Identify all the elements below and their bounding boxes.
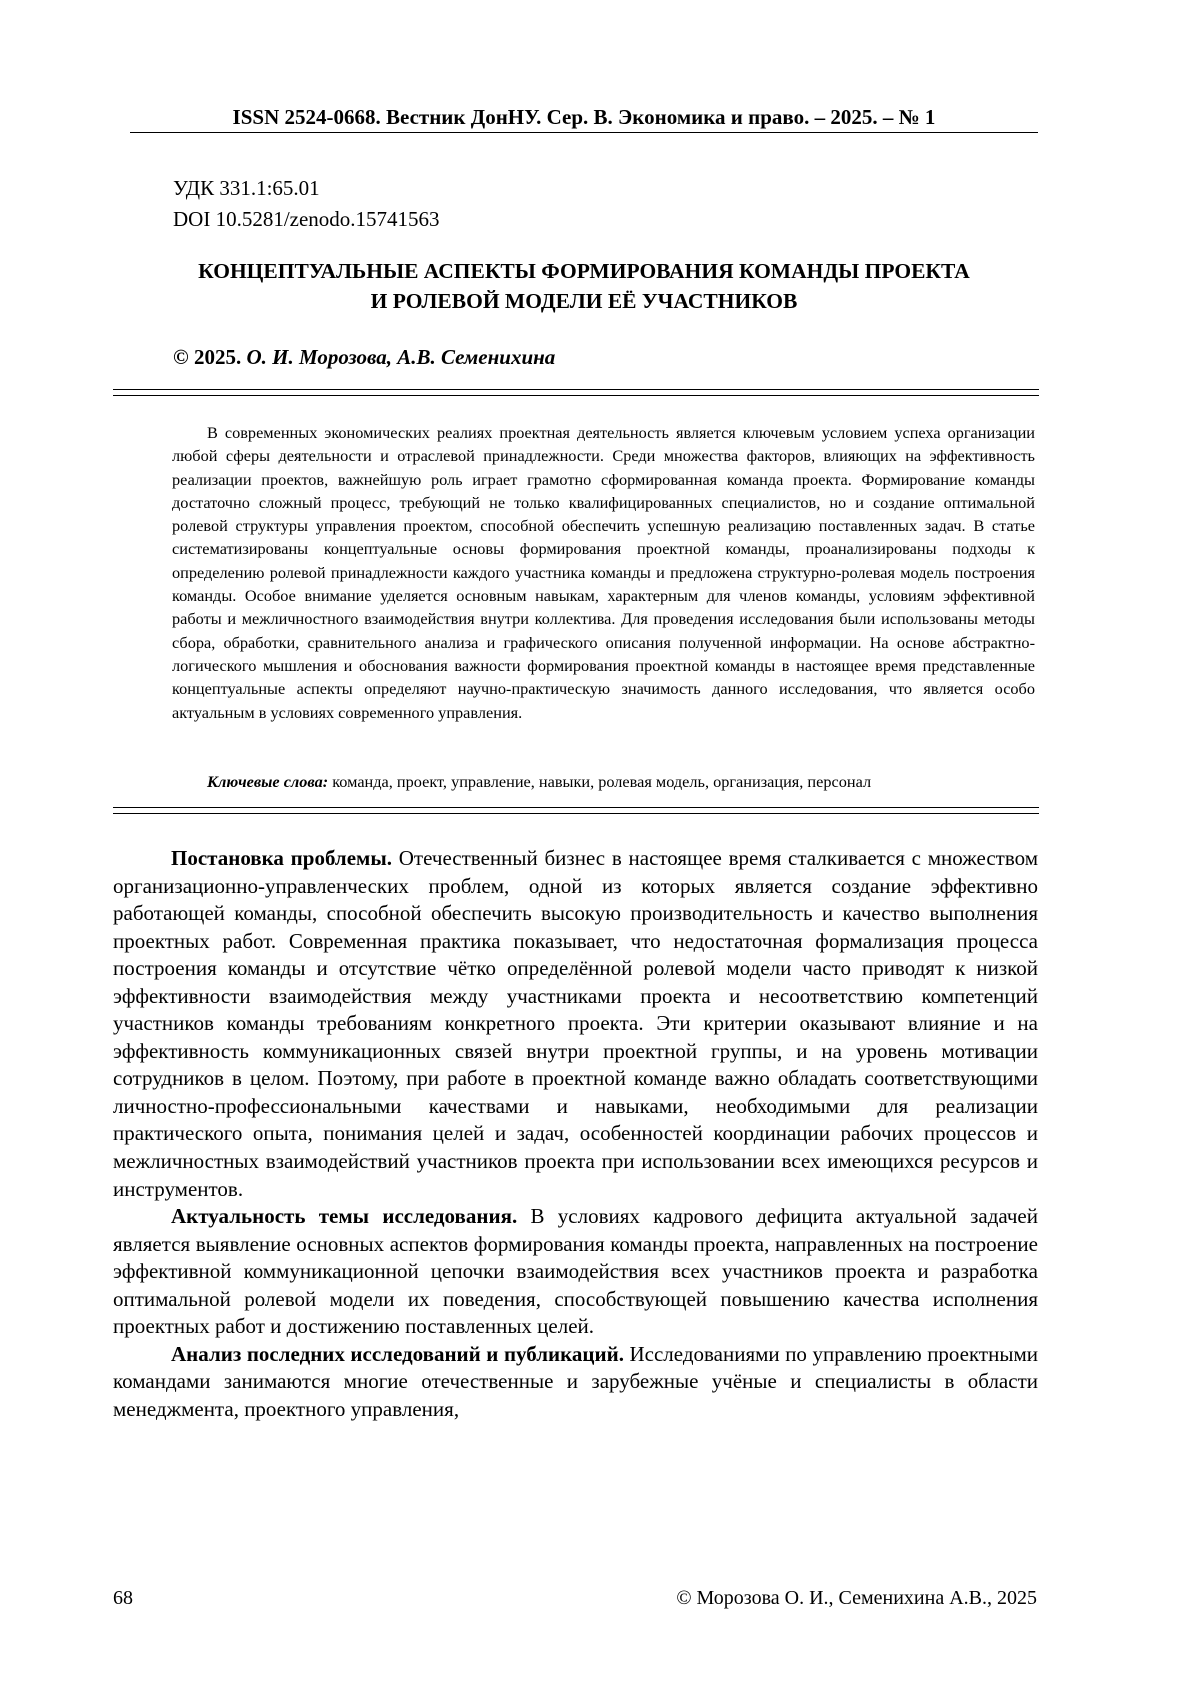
author-names: О. И. Морозова, А.В. Семенихина bbox=[246, 345, 556, 369]
doi-code: DOI 10.5281/zenodo.15741563 bbox=[173, 207, 440, 231]
abstract-bottom-divider bbox=[113, 807, 1039, 814]
copyright-year: © 2025. bbox=[173, 345, 242, 369]
paragraph-heading: Актуальность темы исследования. bbox=[171, 1204, 518, 1229]
header-divider bbox=[130, 132, 1038, 133]
article-identifiers bbox=[173, 173, 440, 235]
keywords-list: команда, проект, управление, навыки, ролевая модель, организация, персонал bbox=[328, 772, 872, 791]
page-number: 68 bbox=[113, 1587, 133, 1609]
paragraph-heading: Постановка проблемы. bbox=[171, 846, 392, 870]
footer-copyright: © Морозова О. И., Семенихина А.В., 2025 bbox=[676, 1587, 1037, 1609]
paragraph-text: Исследованиями по управлению проектными командами занимаются многие отечественные и зарубежные учёные и специалисты в области менеджмента, проектного управления, bbox=[113, 1341, 1038, 1421]
article-title bbox=[125, 256, 1043, 316]
article-title-line-2: И РОЛЕВОЙ МОДЕЛИ ЕЁ УЧАСТНИКОВ bbox=[370, 289, 798, 313]
paragraph-problem-statement bbox=[113, 845, 1038, 1203]
running-header: ISSN 2524-0668. Вестник ДонНУ. Сер. В. Экономика и право. – 2025. – № 1 bbox=[232, 105, 936, 129]
abstract-top-divider bbox=[113, 389, 1039, 396]
paragraph-relevance bbox=[113, 1203, 1038, 1341]
paragraph-text: Отечественный бизнес в настоящее время сталкивается с множеством организационно-управленческих проблем, одной из которых является создание эффективно работающей команды, способной обеспечить высокую производительность и качество выполнения проектных работ. Современная практика показывает, что недостаточная формализация процесса построения команды и отсутствие чётко определённой ролевой модели часто приводят к низкой эффективности взаимодействия между участниками проекта и несоответствию компетенций участников команды требованиям конкретного проекта. Эти критерии оказывают влияние и на эффективность коммуникационных связей внутри проектной группы, и на уровень мотивации сотрудников в целом. Поэтому, при работе в проектной команде важно обладать соответствующими личностно-профессиональными качествами и навыками, необходимыми для реализации практического опыта, понимания целей и задач, особенностей координации рабочих процессов и межличностных взаимодействий участников проекта при использовании всех имеющихся ресурсов и инструментов. bbox=[113, 846, 1038, 1201]
paragraph-text: В условиях кадрового дефицита актуальной задачей является выявление основных аспектов формирования команды проекта, направленных на построение эффективной коммуникационной цепочки взаимодействия всех участников проекта и разработка оптимальной ролевой модели их поведения, способствующей повышению качества исполнения проектных работ и достижению поставленных целей. bbox=[113, 1204, 1038, 1339]
article-authors bbox=[173, 342, 555, 372]
article-body bbox=[113, 845, 1038, 1423]
keywords bbox=[172, 770, 1035, 793]
paragraph-literature-review bbox=[113, 1341, 1038, 1424]
udk-code: УДК 331.1:65.01 bbox=[173, 176, 320, 200]
paragraph-heading: Анализ последних исследований и публикаций. bbox=[171, 1341, 624, 1366]
keywords-label: Ключевые слова: bbox=[207, 772, 329, 791]
abstract-text: В современных экономических реалиях проектная деятельность является ключевым условием успеха организации любой сферы деятельности и отраслевой принадлежности. Среди множества факторов, влияющих на эффективность реализации проектов, важнейшую роль играет грамотно сформированная команда проекта. Формирование команды достаточно сложный процесс, требующий не только квалифицированных специалистов, но и создание оптимальной ролевой структуры управления проектом, способной обеспечить успешную реализацию поставленных задач. В статье систематизированы концептуальные основы формирования проектной команды, проанализированы подходы к определению ролевой принадлежности каждого участника команды и предложена структурно-ролевая модель построения команды. Особое внимание уделяется основным навыкам, характерным для членов команды, условиям эффективной работы и межличностного взаимодействия внутри коллектива. Для проведения исследования были использованы методы сбора, обработки, сравнительного анализа и графического описания полученной информации. На основе абстрактно-логического мышления и обоснования важности формирования проектной команды в настоящее время представленные концептуальные аспекты определяют научно-практическую значимость данного исследования, что является особо актуальным в условиях современного управления. bbox=[172, 423, 1035, 722]
article-title-line-1: КОНЦЕПТУАЛЬНЫЕ АСПЕКТЫ ФОРМИРОВАНИЯ КОМАНДЫ ПРОЕКТА bbox=[198, 259, 970, 283]
